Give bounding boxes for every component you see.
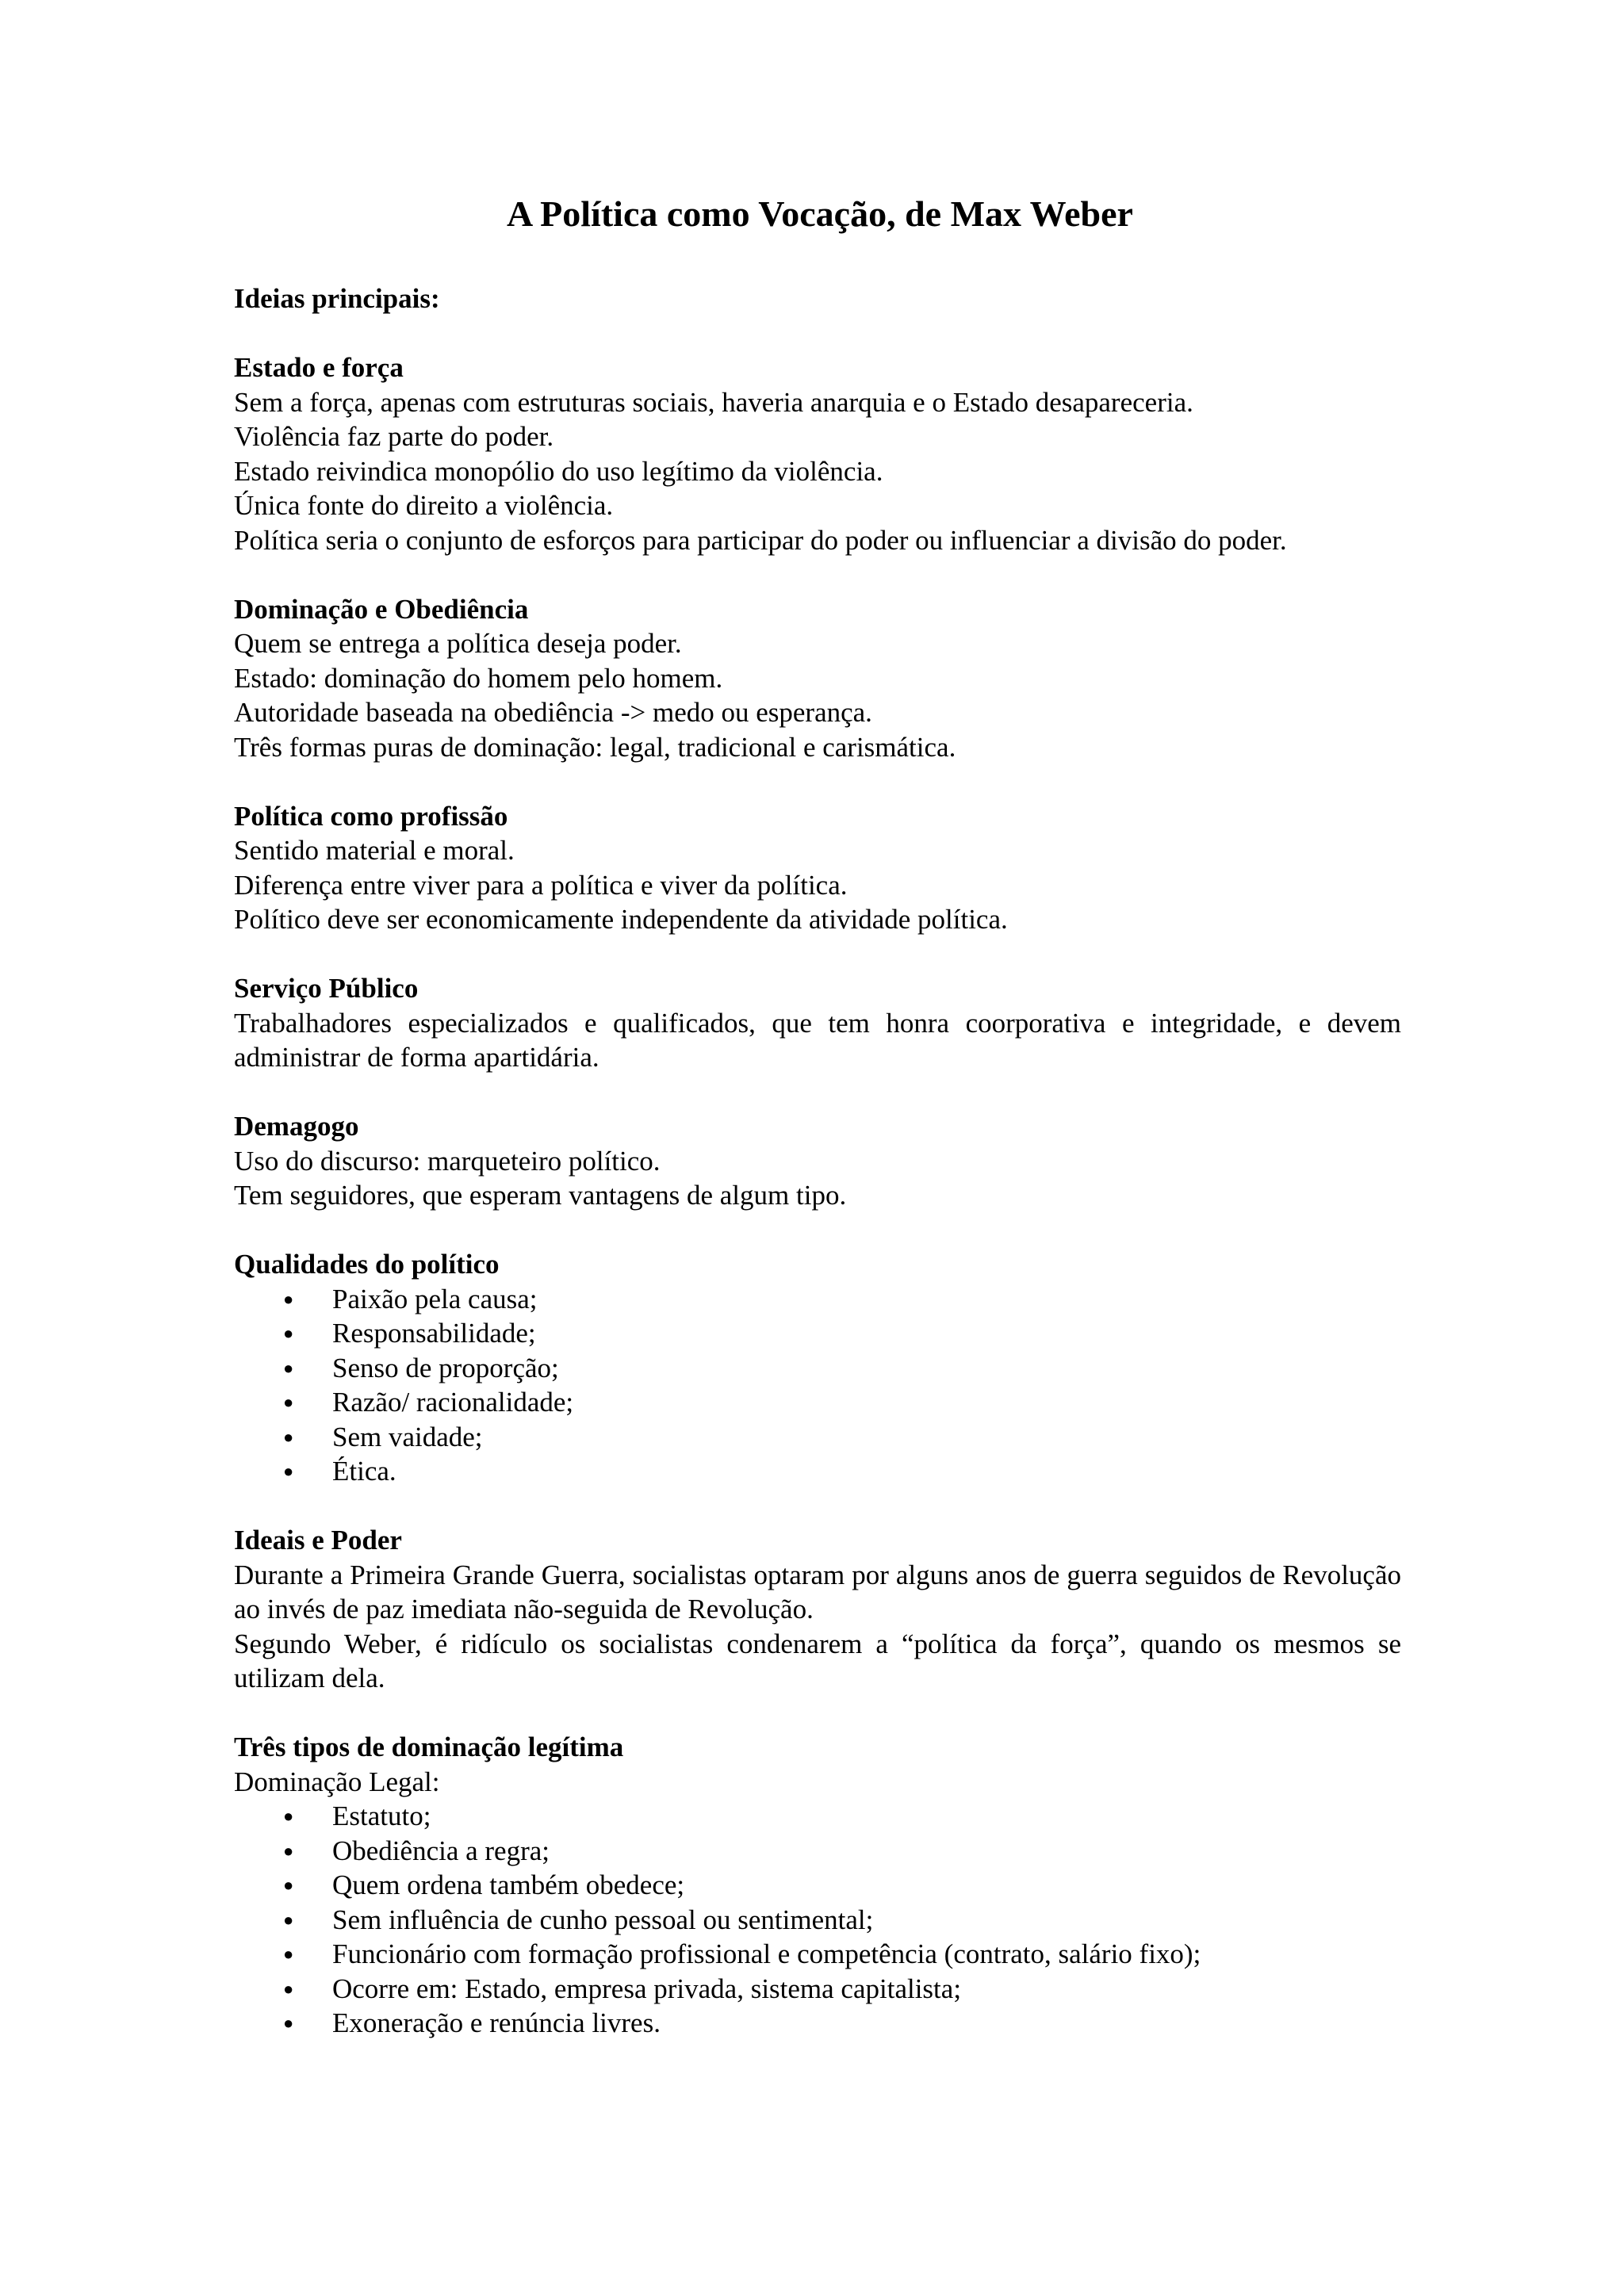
bullet-item: ● Razão/ racionalidade; [234, 1385, 1401, 1420]
bullet-list [234, 1282, 1401, 1489]
section-heading: Política como profissão [234, 800, 508, 832]
text-line: Sentido material e moral. [234, 835, 515, 866]
text-line: Violência faz parte do poder. [234, 421, 554, 452]
bullet-item: ● Sem influência de cunho pessoal ou sentimental; [234, 1903, 1401, 1938]
bullet-list [234, 1799, 1401, 2041]
text-line: Político deve ser economicamente independente da atividade política. [234, 904, 1008, 935]
section [234, 592, 1401, 765]
text-line: Quem se entrega a política deseja poder. [234, 628, 682, 659]
text-line: Política seria o conjunto de esforços para participar do poder ou influenciar a divisão do poder. [234, 524, 1287, 556]
section [234, 799, 1401, 937]
text-line: Dominação Legal: [234, 1766, 440, 1797]
paragraph: Trabalhadores especializados e qualificados, que tem honra coorporativa e integridade, e devem administrar de forma apartidária. [234, 1007, 1401, 1073]
text-line: Uso do discurso: marqueteiro político. [234, 1145, 661, 1177]
text-line: Autoridade baseada na obediência -> medo ou esperança. [234, 697, 872, 728]
paragraph: Segundo Weber, é ridículo os socialistas condenarem a “política da força”, quando os mesmos se utilizam dela. [234, 1628, 1401, 1693]
section-heading: Estado e força [234, 352, 404, 383]
bullet-item: ● Obediência a regra; [234, 1834, 1401, 1869]
section-heading: Dominação e Obediência [234, 593, 529, 625]
paragraph: Durante a Primeira Grande Guerra, socialistas optaram por alguns anos de guerra seguidos de Revolução ao invés de paz imediata não-seguida de Revolução. [234, 1559, 1401, 1624]
section-heading: Qualidades do político [234, 1249, 500, 1280]
text-line: Estado reivindica monopólio do uso legítimo da violência. [234, 455, 883, 487]
section [234, 971, 1401, 1075]
bullet-item: ● Exoneração e renúncia livres. [234, 2006, 1401, 2041]
section [234, 350, 1401, 557]
bullet-item: ● Ocorre em: Estado, empresa privada, sistema capitalista; [234, 1972, 1401, 2007]
section-heading: Três tipos de dominação legítima [234, 1732, 624, 1762]
document-body [234, 281, 1401, 2041]
text-line: Tem seguidores, que esperam vantagens de algum tipo. [234, 1180, 847, 1211]
bullet-item: ● Responsabilidade; [234, 1316, 1401, 1351]
section [234, 1730, 1401, 2041]
bullet-item: ● Funcionário com formação profissional e competência (contrato, salário fixo); [234, 1937, 1401, 1972]
sections-container [234, 350, 1401, 2041]
bullet-item: ● Estatuto; [234, 1799, 1401, 1834]
bullet-item: ● Ética. [234, 1454, 1401, 1489]
text-line: Sem a força, apenas com estruturas sociais, haveria anarquia e o Estado desapareceria. [234, 386, 1193, 418]
intro-heading: Ideias principais: [234, 283, 440, 314]
bullet-item: ● Paixão pela causa; [234, 1282, 1401, 1317]
section-heading: Serviço Público [234, 973, 419, 1004]
bullet-item: ● Sem vaidade; [234, 1420, 1401, 1455]
bullet-item: ● Senso de proporção; [234, 1351, 1401, 1386]
section-heading: Ideais e Poder [234, 1525, 402, 1556]
section [234, 1247, 1401, 1489]
bullet-item: ● Quem ordena também obedece; [234, 1868, 1401, 1903]
text-line: Estado: dominação do homem pelo homem. [234, 662, 723, 694]
text-line: Três formas puras de dominação: legal, tradicional e carismática. [234, 731, 956, 763]
text-line: Diferença entre viver para a política e viver da política. [234, 869, 848, 901]
document-title: A Política como Vocação, de Max Weber [507, 193, 1133, 234]
section [234, 1109, 1401, 1213]
section-heading: Demagogo [234, 1111, 359, 1142]
section [234, 1523, 1401, 1696]
text-line: Única fonte do direito a violência. [234, 490, 614, 521]
